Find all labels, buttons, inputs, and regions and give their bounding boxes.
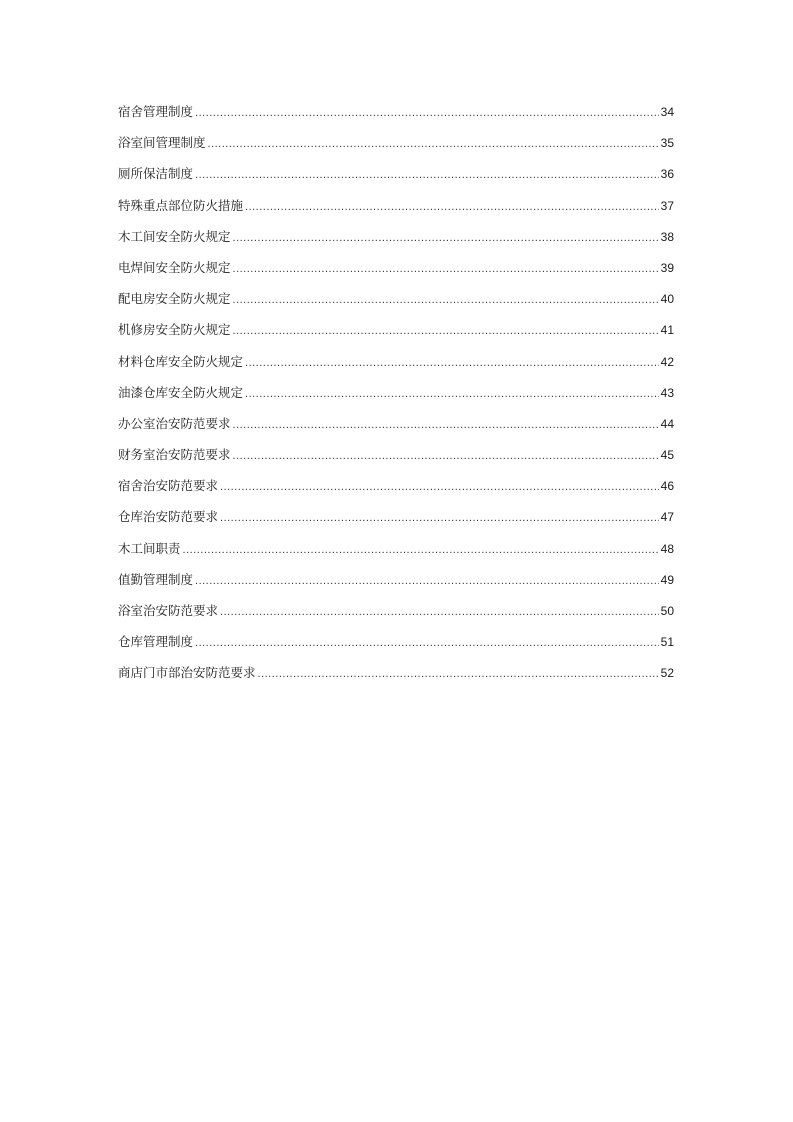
toc-dot-leader — [245, 352, 659, 374]
toc-entry[interactable] — [118, 662, 674, 693]
toc-entry[interactable] — [118, 226, 674, 257]
toc-entry-title: 材料仓库安全防火规定 — [118, 353, 244, 369]
toc-dot-leader — [195, 632, 659, 654]
toc-entry[interactable] — [118, 631, 674, 662]
toc-entry-title: 木工间职责 — [118, 540, 181, 556]
toc-page-number: 36 — [660, 167, 674, 182]
toc-page-number: 51 — [660, 635, 674, 650]
toc-dot-leader — [245, 196, 659, 218]
toc-page-number: 45 — [660, 448, 674, 463]
toc-page-number: 46 — [660, 479, 674, 494]
toc-entry[interactable] — [118, 351, 674, 382]
toc-entry-title: 油漆仓库安全防火规定 — [118, 384, 244, 400]
toc-entry[interactable] — [118, 569, 674, 600]
toc-page-number: 49 — [660, 572, 674, 587]
toc-entry[interactable] — [118, 506, 674, 537]
toc-dot-leader — [195, 164, 659, 186]
toc-dot-leader — [245, 383, 659, 405]
toc-dot-leader — [233, 289, 659, 311]
toc-entry[interactable] — [118, 382, 674, 413]
toc-entry[interactable] — [118, 444, 674, 475]
toc-entry-title: 浴室治安防范要求 — [118, 603, 219, 618]
toc-entry-title: 值勤管理制度 — [118, 571, 194, 587]
toc-entry-title: 财务室治安防范要求 — [118, 447, 231, 463]
toc-entry[interactable] — [118, 195, 674, 226]
toc-dot-leader — [195, 102, 659, 124]
toc-page-number: 35 — [660, 136, 674, 151]
toc-entry-title: 浴室间管理制度 — [118, 135, 206, 151]
toc-entry-title: 办公室治安防范要求 — [118, 415, 231, 431]
toc-page-number: 37 — [660, 198, 674, 213]
toc-entry-title: 特殊重点部位防火措施 — [118, 197, 244, 213]
toc-dot-leader — [233, 445, 659, 467]
toc-dot-leader — [233, 227, 659, 249]
toc-entry[interactable] — [118, 538, 674, 569]
toc-dot-leader — [220, 601, 659, 623]
toc-entry[interactable] — [118, 101, 674, 132]
toc-entry[interactable] — [118, 413, 674, 444]
toc-page-number: 52 — [660, 666, 674, 681]
toc-entry[interactable] — [118, 475, 674, 506]
toc-dot-leader — [258, 663, 659, 685]
toc-page-number: 40 — [660, 292, 674, 307]
toc-page-number: 50 — [660, 604, 674, 618]
toc-dot-leader — [195, 570, 659, 592]
toc-entry-title: 商店门市部治安防范要求 — [118, 665, 256, 681]
toc-dot-leader — [220, 476, 659, 498]
toc-page-number: 41 — [660, 323, 674, 338]
toc-page-number: 44 — [660, 416, 674, 431]
toc-page-number: 43 — [660, 385, 674, 400]
toc-page-number: 48 — [660, 541, 674, 556]
table-of-contents — [118, 101, 674, 694]
toc-entry[interactable] — [118, 319, 674, 350]
toc-dot-leader — [233, 414, 659, 436]
toc-page-number: 34 — [660, 105, 674, 119]
toc-entry[interactable] — [118, 163, 674, 194]
toc-dot-leader — [208, 133, 659, 155]
toc-entry[interactable] — [118, 257, 674, 288]
toc-page-number: 39 — [660, 260, 674, 275]
toc-entry[interactable] — [118, 600, 674, 631]
toc-entry-title: 木工间安全防火规定 — [118, 228, 231, 244]
toc-entry-title: 宿舍管理制度 — [118, 104, 194, 119]
toc-page-number: 42 — [660, 354, 674, 369]
toc-page-number: 38 — [660, 229, 674, 244]
toc-entry-title: 配电房安全防火规定 — [118, 291, 231, 307]
toc-dot-leader — [233, 320, 659, 342]
toc-entry[interactable] — [118, 132, 674, 163]
toc-dot-leader — [183, 539, 659, 561]
toc-entry-title: 电焊间安全防火规定 — [118, 259, 231, 275]
toc-entry-title: 仓库管理制度 — [118, 634, 194, 650]
toc-entry-title: 宿舍治安防范要求 — [118, 478, 219, 494]
toc-dot-leader — [220, 507, 659, 529]
toc-dot-leader — [233, 258, 659, 280]
toc-entry[interactable] — [118, 288, 674, 319]
toc-entry-title: 机修房安全防火规定 — [118, 322, 231, 338]
toc-entry-title: 仓库治安防范要求 — [118, 509, 219, 525]
toc-page-number: 47 — [660, 510, 674, 525]
toc-entry-title: 厕所保洁制度 — [118, 166, 194, 182]
